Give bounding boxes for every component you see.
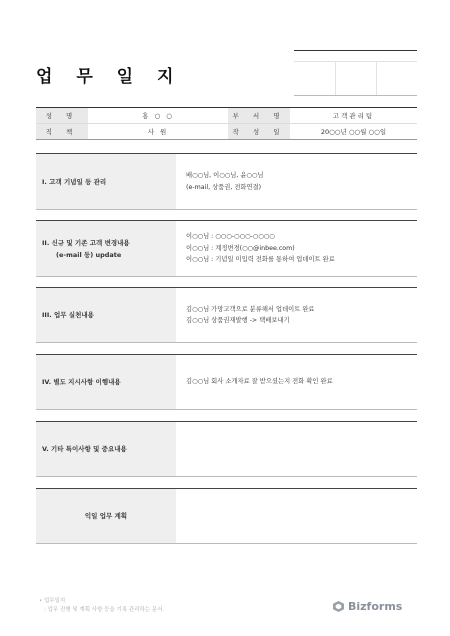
section-1-line: 배○○님, 이○○님, 윤○○님 [186,172,264,179]
section-4-label-line: IV. 별도 지시사항 이행내용 [42,378,121,386]
section-3-line: 김○○님 가망고객으로 분류해서 업데이트 완료 [186,305,315,313]
footer-line-2: : 업무 진행 및 계획 사항 등을 기록 관리하는 문서. [44,607,165,613]
logo-text: Bizforms [348,600,403,613]
section-2-label-line: II. 신규 및 기존 고객 변경내용 [42,238,130,247]
section-6-label-line: 익일 업무 계획 [84,512,128,520]
date-value: 20○○년 ○○월 ○○일 [320,128,387,136]
section-2-line: 이○○님 : ○○○-○○○-○○○○ [186,233,275,241]
info-row-2 [36,123,417,139]
section-4-label [36,355,176,409]
section-1-label-line: I. 고객 기념일 등 관리 [42,177,107,186]
section-1 [36,153,417,210]
footer-line-1: • 업무일지 [39,598,66,604]
position-value: 사 원 [147,128,169,136]
section-2-content [176,221,417,276]
section-4 [36,354,417,410]
dept-label: 부 서 명 [228,108,290,123]
section-1-label [36,154,176,209]
document-title: 업 무 일 지 [36,67,183,87]
section-6 [36,488,417,544]
bizforms-logo-icon [333,601,344,612]
footer-note [39,597,164,615]
section-3-label-line: III. 업무 실천내용 [42,311,94,319]
approval-box [294,50,417,96]
dept-value: 고객관리팀 [332,112,375,120]
info-table [36,107,417,140]
section-6-content [176,489,417,543]
section-1-line: (e-mail, 상품권, 전화연결) [186,183,262,191]
section-5-content [176,422,417,476]
section-6-label [36,489,176,543]
position-label: 직 책 [36,124,88,139]
name-value: 홍 ○ ○ [142,112,174,120]
name-label: 성 명 [36,108,88,123]
section-4-line: 김○○님 회사 소개자료 잘 받으셨는지 전화 확인 완료 [186,378,333,386]
section-2-line: 이○○님 : 기념일 미입력 전화를 통하여 업데이트 완료 [186,256,335,264]
section-2-label-line: (e-mail 등) update [56,250,122,259]
section-2-line: 이○○님 : 계정변경(○○@inbee.com) [186,244,295,252]
info-row-1 [36,108,417,123]
bizforms-logo [333,600,402,613]
section-5 [36,421,417,477]
section-3 [36,287,417,343]
section-3-label [36,288,176,342]
section-2 [36,220,417,277]
date-label: 작 성 일 [228,124,290,139]
section-5-label [36,422,176,476]
section-4-content [176,355,417,409]
section-3-line: 김○○님 상품권재발행 -> 택배보내기 [186,317,290,324]
section-2-label [36,221,176,276]
section-3-content [176,288,417,342]
section-5-label-line: V. 기타 특이사항 및 중요내용 [42,445,127,453]
section-1-content [176,154,417,209]
